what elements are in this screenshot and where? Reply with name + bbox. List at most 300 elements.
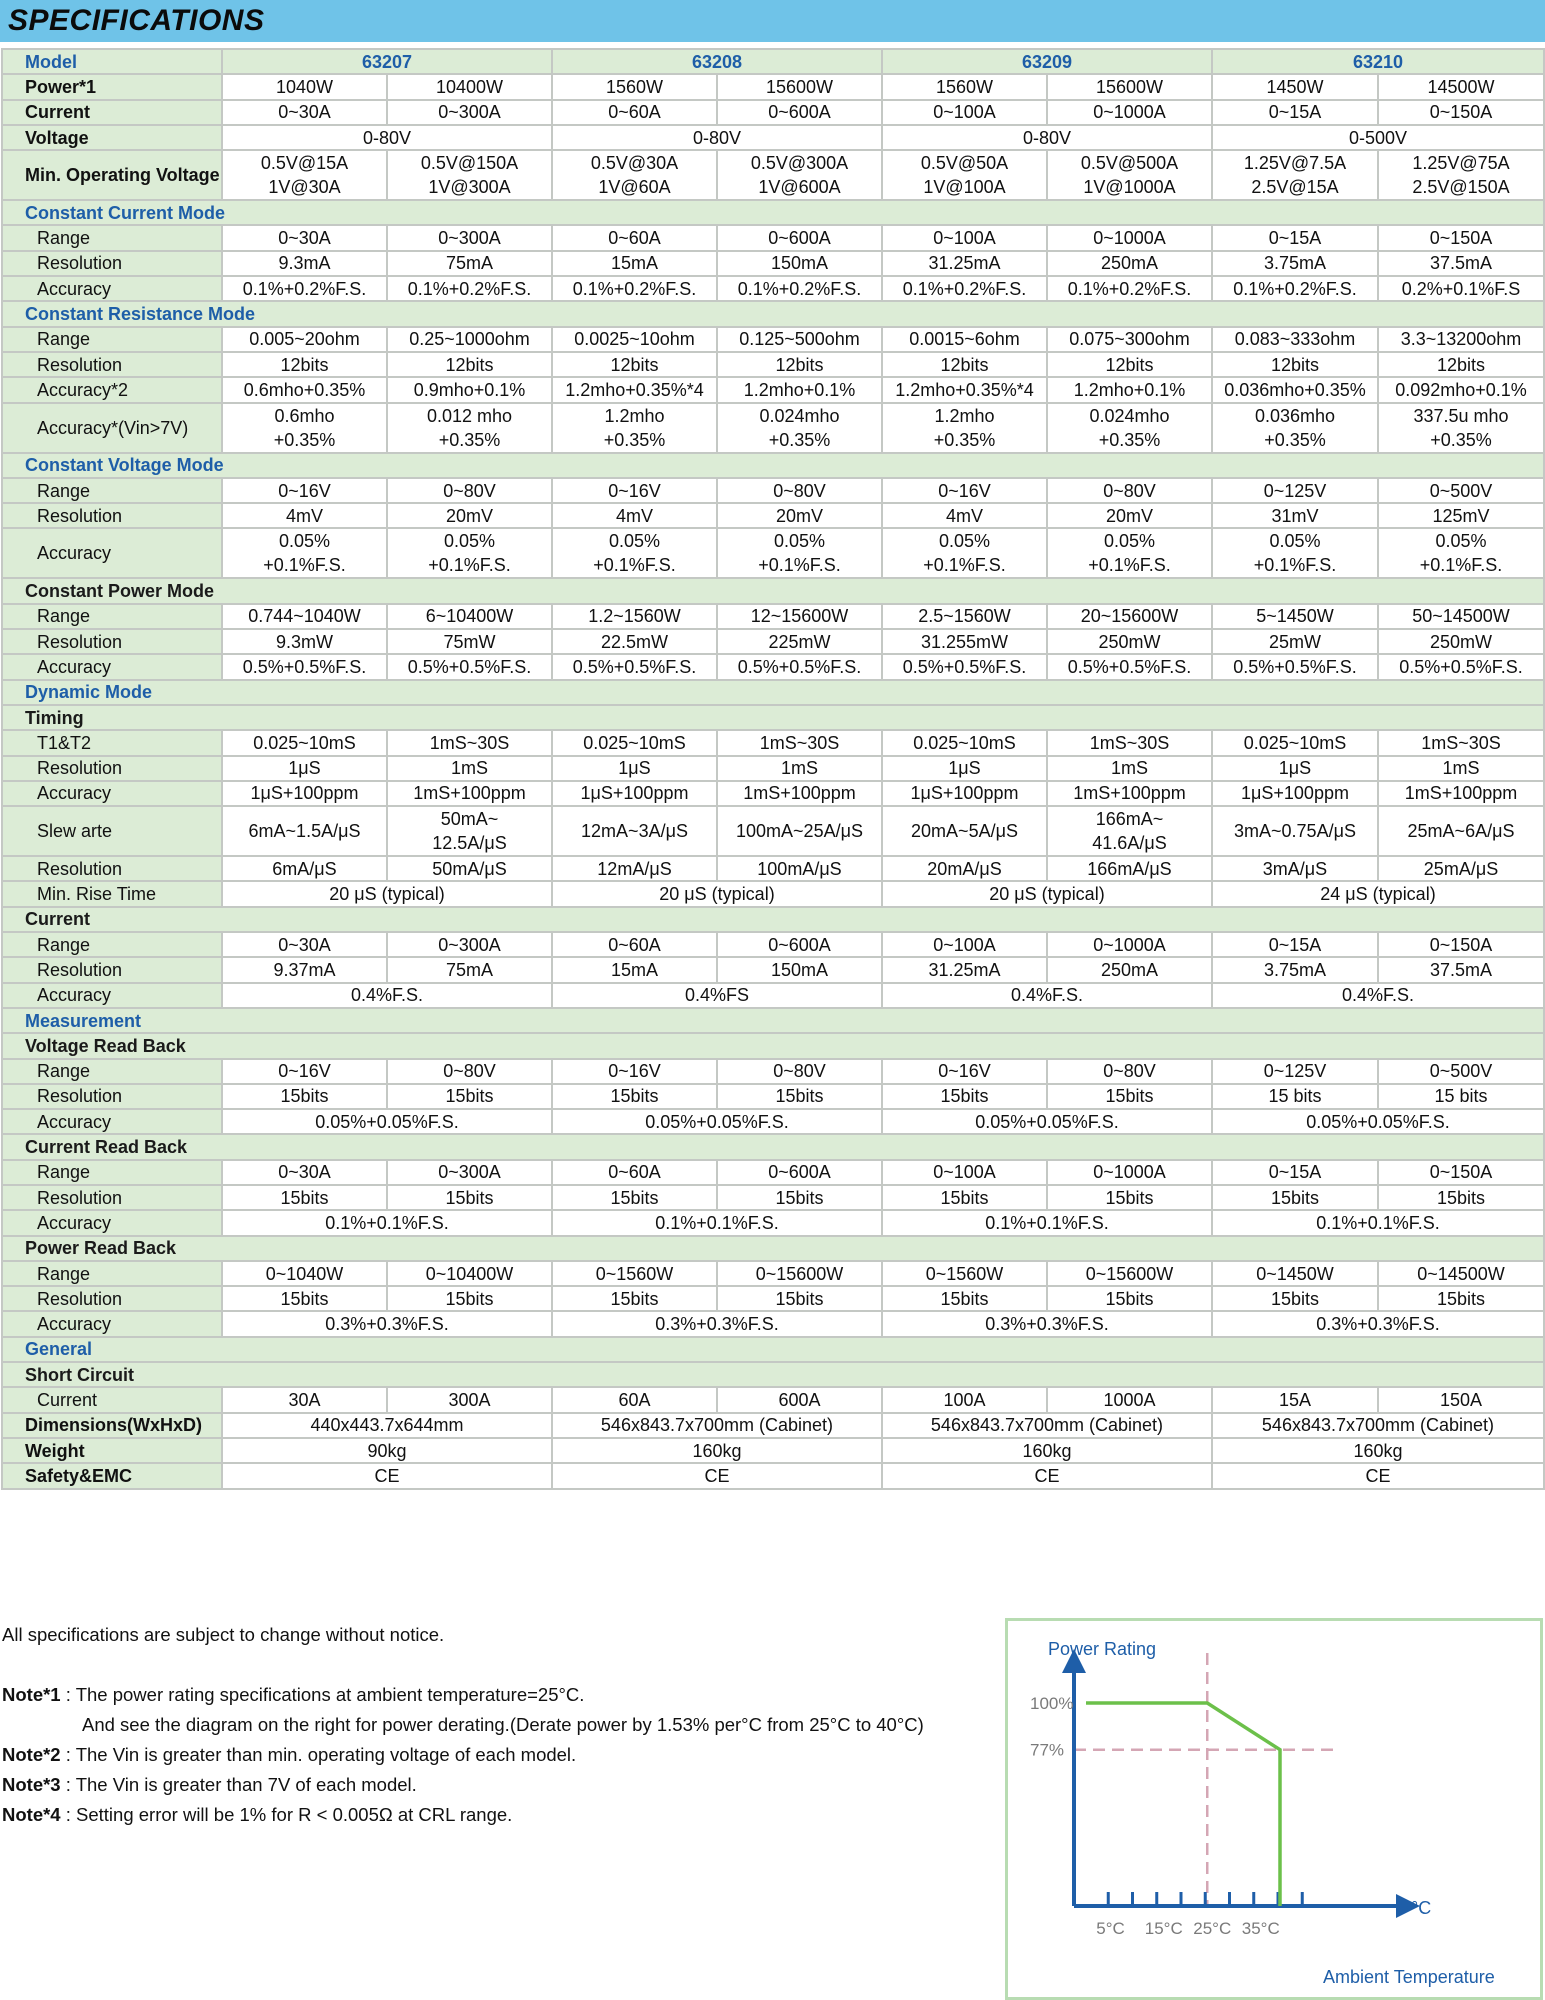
spec-cell: 0~125V <box>1212 1059 1378 1084</box>
note-key: Note*4 <box>2 1804 61 1825</box>
note-text: : The Vin is greater than 7V of each model. <box>60 1774 417 1795</box>
spec-cell: 9.37mA <box>222 957 387 982</box>
spec-cell <box>717 150 882 200</box>
spec-cell <box>1212 403 1378 453</box>
cell-line: +0.35% <box>1430 429 1492 450</box>
spec-cell: 12bits <box>552 352 717 377</box>
spec-row <box>2 983 1544 1008</box>
cell-line: 0.6mho <box>274 405 335 426</box>
spec-row <box>2 225 1544 250</box>
spec-cell: 100A <box>882 1387 1047 1412</box>
cell-line: +0.35% <box>768 429 831 450</box>
spec-cell: 0.4%FS <box>552 983 882 1008</box>
section-voltage-read-back <box>2 1033 1544 1058</box>
row-label: Range <box>2 327 222 352</box>
spec-row <box>2 100 1544 125</box>
spec-row <box>2 1286 1544 1311</box>
spec-cell: 15bits <box>552 1185 717 1210</box>
note-key: Note*2 <box>2 1744 61 1765</box>
cell-line: 1.2mho <box>604 405 665 426</box>
x-unit-label: °C <box>1411 1898 1432 1918</box>
row-label: Voltage <box>2 125 222 150</box>
x-tick-label: 35°C <box>1241 1919 1280 1938</box>
row-label: Resolution <box>2 503 222 528</box>
spec-cell: 1mS~30S <box>387 730 552 755</box>
spec-cell: 1560W <box>882 74 1047 99</box>
spec-cell: 1.2mho+0.1% <box>717 377 882 402</box>
spec-cell: 160kg <box>1212 1438 1544 1463</box>
spec-cell: 0.036mho+0.35% <box>1212 377 1378 402</box>
spec-cell <box>717 528 882 578</box>
row-label: Resolution <box>2 1286 222 1311</box>
spec-cell: 0.025~10mS <box>882 730 1047 755</box>
spec-row <box>2 957 1544 982</box>
cell-line: +0.1%F.S. <box>923 555 1006 576</box>
spec-table <box>1 48 1545 1490</box>
spec-cell: 0.092mho+0.1% <box>1378 377 1544 402</box>
cell-line: 0.012 mho <box>426 405 513 426</box>
cell-line: +0.1%F.S. <box>593 555 676 576</box>
notes-block <box>2 1620 992 1830</box>
spec-row <box>2 377 1544 402</box>
spec-cell: 0~30A <box>222 225 387 250</box>
cell-line: 0.05% <box>773 531 826 552</box>
spec-cell: 0~500V <box>1378 1059 1544 1084</box>
spec-cell: 0.25~1000ohm <box>387 327 552 352</box>
spec-cell <box>1378 150 1544 200</box>
spec-row <box>2 629 1544 654</box>
spec-cell: 0~1560W <box>552 1261 717 1286</box>
spec-cell: 20mV <box>717 503 882 528</box>
row-label: Accuracy*(Vin>7V) <box>2 403 222 453</box>
spec-cell: 300A <box>387 1387 552 1412</box>
spec-cell: CE <box>882 1463 1212 1488</box>
spec-cell: 50~14500W <box>1378 604 1544 629</box>
note-1 <box>2 1680 992 1710</box>
spec-cell: 150mA <box>717 957 882 982</box>
spec-cell: 1mS <box>717 756 882 781</box>
cell-line: +0.35% <box>933 429 996 450</box>
section-dynamic-mode <box>2 680 1544 705</box>
spec-cell: 12mA/μS <box>552 856 717 881</box>
spec-cell: 0~80V <box>387 478 552 503</box>
general-notice: All specifications are subject to change without notice. <box>2 1624 445 1645</box>
spec-cell: 0.3%+0.3%F.S. <box>882 1311 1212 1336</box>
cell-line: 1.25V@75A <box>1412 153 1510 174</box>
spec-row <box>2 856 1544 881</box>
cell-line: +0.1%F.S. <box>1253 555 1337 576</box>
cell-line: 0.024mho <box>1089 405 1170 426</box>
cell-line: 41.6A/μS <box>1092 833 1167 854</box>
row-label: T1&T2 <box>2 730 222 755</box>
spec-cell: 1.2~1560W <box>552 604 717 629</box>
derating-chart-svg <box>1008 1621 1540 1997</box>
spec-cell: 0~15A <box>1212 932 1378 957</box>
spec-cell: 75mA <box>387 957 552 982</box>
spec-cell <box>222 150 387 200</box>
section-heading: Constant Current Mode <box>2 200 1544 225</box>
spec-cell: 0.1%+0.2%F.S. <box>387 276 552 301</box>
spec-cell: 1mS~30S <box>1378 730 1544 755</box>
spec-cell: 0~60A <box>552 1160 717 1185</box>
cell-line: +0.1%F.S. <box>758 555 841 576</box>
spec-cell: 25mA/μS <box>1378 856 1544 881</box>
x-axis-label: Ambient Temperature <box>1323 1967 1495 1987</box>
spec-cell: 15bits <box>1212 1185 1378 1210</box>
spec-cell: 4mV <box>222 503 387 528</box>
spec-cell: 0.1%+0.2%F.S. <box>552 276 717 301</box>
spec-cell: 0.744~1040W <box>222 604 387 629</box>
spec-cell <box>222 528 387 578</box>
spec-cell: 20mA~5A/μS <box>882 806 1047 856</box>
spec-cell: 50mA/μS <box>387 856 552 881</box>
cell-line: 0.05% <box>1269 531 1321 552</box>
row-label: Accuracy <box>2 528 222 578</box>
spec-row <box>2 781 1544 806</box>
spec-cell <box>222 403 387 453</box>
model-header-row <box>2 49 1544 74</box>
cell-line: 1V@600A <box>758 177 841 198</box>
spec-row <box>2 1160 1544 1185</box>
spec-cell: 0~15600W <box>1047 1261 1212 1286</box>
spec-row <box>2 150 1544 200</box>
spec-cell: 150A <box>1378 1387 1544 1412</box>
spec-cell: 0~16V <box>552 1059 717 1084</box>
spec-cell: 30A <box>222 1387 387 1412</box>
spec-cell: 1μS+100ppm <box>552 781 717 806</box>
spec-cell: 0.025~10mS <box>1212 730 1378 755</box>
spec-row <box>2 1261 1544 1286</box>
derating-line <box>1086 1703 1280 1906</box>
cell-line: 0.05% <box>938 531 991 552</box>
spec-cell <box>882 403 1047 453</box>
cell-line: +0.35% <box>603 429 666 450</box>
spec-cell: 1μS <box>552 756 717 781</box>
spec-cell <box>1047 403 1212 453</box>
spec-cell: 0~80V <box>1047 478 1212 503</box>
spec-cell: 100mA~25A/μS <box>717 806 882 856</box>
cell-line: 0.5V@300A <box>750 153 849 174</box>
note-text: : The Vin is greater than min. operating voltage of each model. <box>60 1744 577 1765</box>
spec-cell: 90kg <box>222 1438 552 1463</box>
spec-cell: 0.2%+0.1%F.S <box>1378 276 1544 301</box>
spec-row <box>2 403 1544 453</box>
spec-cell: 37.5mA <box>1378 251 1544 276</box>
spec-cell <box>1047 528 1212 578</box>
section-heading: Measurement <box>2 1008 1544 1033</box>
spec-cell: 15bits <box>1378 1185 1544 1210</box>
spec-cell: 0.3%+0.3%F.S. <box>222 1311 552 1336</box>
spec-cell: 3mA/μS <box>1212 856 1378 881</box>
row-label: Accuracy <box>2 1109 222 1134</box>
spec-cell: 15bits <box>1047 1286 1212 1311</box>
spec-cell: 0~100A <box>882 932 1047 957</box>
section-heading: Timing <box>2 705 1544 730</box>
spec-cell: 15bits <box>882 1286 1047 1311</box>
spec-cell <box>1212 150 1378 200</box>
spec-cell: 0~1450W <box>1212 1261 1378 1286</box>
spec-cell: 20mV <box>1047 503 1212 528</box>
spec-cell: 150mA <box>717 251 882 276</box>
spec-cell: 75mW <box>387 629 552 654</box>
spec-cell: 100mA/μS <box>717 856 882 881</box>
cell-line: +0.35% <box>1098 429 1161 450</box>
spec-cell: 0~14500W <box>1378 1261 1544 1286</box>
spec-cell: 0~80V <box>717 478 882 503</box>
row-label: Accuracy <box>2 1210 222 1235</box>
spec-cell: 15bits <box>387 1185 552 1210</box>
spec-cell: 0.125~500ohm <box>717 327 882 352</box>
section-general <box>2 1337 1544 1362</box>
spec-row <box>2 352 1544 377</box>
spec-cell: 0~150A <box>1378 225 1544 250</box>
spec-cell: 0.1%+0.2%F.S. <box>882 276 1047 301</box>
spec-cell: 0-80V <box>882 125 1212 150</box>
spec-row <box>2 1311 1544 1336</box>
spec-row <box>2 251 1544 276</box>
row-label: Current <box>2 100 222 125</box>
spec-cell: 0.1%+0.2%F.S. <box>222 276 387 301</box>
spec-row <box>2 1463 1544 1488</box>
spec-cell: 31mV <box>1212 503 1378 528</box>
spec-cell <box>387 150 552 200</box>
cell-line: 0.5V@150A <box>420 153 519 174</box>
spec-cell: 250mA <box>1047 957 1212 982</box>
spec-cell: 12~15600W <box>717 604 882 629</box>
spec-cell: 0.5%+0.5%F.S. <box>717 654 882 679</box>
spec-cell: 0.1%+0.2%F.S. <box>717 276 882 301</box>
spec-cell: 0.4%F.S. <box>222 983 552 1008</box>
spec-row <box>2 881 1544 906</box>
spec-cell: 600A <box>717 1387 882 1412</box>
spec-cell: 0~1560W <box>882 1261 1047 1286</box>
spec-cell: 12bits <box>717 352 882 377</box>
spec-cell: 15600W <box>717 74 882 99</box>
spec-cell <box>387 403 552 453</box>
spec-cell: 0.5%+0.5%F.S. <box>1378 654 1544 679</box>
spec-cell: 0.5%+0.5%F.S. <box>222 654 387 679</box>
spec-cell: 0~16V <box>552 478 717 503</box>
cell-line: 0.05% <box>443 531 496 552</box>
y-tick-label: 77% <box>1030 1740 1065 1760</box>
cell-line: +0.35% <box>273 429 336 450</box>
cell-line: 1V@1000A <box>1083 177 1176 198</box>
note-1-continued: And see the diagram on the right for power derating.(Derate power by 1.53% per°C from 25°C to 40°C) <box>82 1714 924 1735</box>
spec-cell: 0~30A <box>222 100 387 125</box>
spec-cell: 1560W <box>552 74 717 99</box>
spec-cell: 12bits <box>1378 352 1544 377</box>
spec-cell: 0.1%+0.2%F.S. <box>1047 276 1212 301</box>
model-63209: 63209 <box>882 49 1212 74</box>
spec-cell: 1mS <box>1047 756 1212 781</box>
y-tick-label: 100% <box>1030 1694 1074 1713</box>
section-measurement <box>2 1008 1544 1033</box>
spec-cell: 9.3mW <box>222 629 387 654</box>
cell-line: 2.5V@15A <box>1251 177 1339 198</box>
spec-cell: 0.4%F.S. <box>882 983 1212 1008</box>
spec-cell: 0.6mho+0.35% <box>222 377 387 402</box>
spec-cell: 15bits <box>882 1185 1047 1210</box>
spec-cell: 0~150A <box>1378 1160 1544 1185</box>
spec-cell: 0.0015~6ohm <box>882 327 1047 352</box>
note-4 <box>2 1800 992 1830</box>
spec-cell: 0~30A <box>222 1160 387 1185</box>
spec-cell: 0~80V <box>387 1059 552 1084</box>
section-constant-current-mode <box>2 200 1544 225</box>
spec-row <box>2 756 1544 781</box>
section-heading: Voltage Read Back <box>2 1033 1544 1058</box>
spec-cell: 12bits <box>1212 352 1378 377</box>
spec-cell: 0~1040W <box>222 1261 387 1286</box>
spec-cell: 0.005~20ohm <box>222 327 387 352</box>
spec-cell: 75mA <box>387 251 552 276</box>
spec-cell: 15bits <box>882 1084 1047 1109</box>
cell-line: 337.5u mho <box>1413 405 1509 426</box>
cell-line: 0.05% <box>1103 531 1156 552</box>
cell-line: +0.1%F.S. <box>1088 555 1171 576</box>
spec-row <box>2 932 1544 957</box>
row-label: Accuracy <box>2 983 222 1008</box>
spec-cell: 4mV <box>552 503 717 528</box>
spec-cell: 0-80V <box>552 125 882 150</box>
cell-line: 1.25V@7.5A <box>1243 153 1347 174</box>
section-heading: Current Read Back <box>2 1134 1544 1159</box>
spec-row <box>2 806 1544 856</box>
spec-cell: CE <box>552 1463 882 1488</box>
cell-line: 1V@300A <box>428 177 511 198</box>
spec-cell: 25mW <box>1212 629 1378 654</box>
spec-row <box>2 1059 1544 1084</box>
cell-line: 166mA~ <box>1095 809 1164 830</box>
spec-cell: 0~60A <box>552 225 717 250</box>
section-heading: Current <box>2 907 1544 932</box>
cell-line: 50mA~ <box>440 809 499 830</box>
spec-cell: 0~100A <box>882 225 1047 250</box>
spec-row <box>2 1084 1544 1109</box>
cell-line: 1V@30A <box>268 177 341 198</box>
spec-row <box>2 327 1544 352</box>
spec-cell: CE <box>222 1463 552 1488</box>
row-label: Resolution <box>2 957 222 982</box>
cell-line: 0.05% <box>608 531 661 552</box>
row-label: Range <box>2 932 222 957</box>
spec-cell: 0-500V <box>1212 125 1544 150</box>
spec-cell: 0~300A <box>387 1160 552 1185</box>
spec-cell: 15bits <box>552 1084 717 1109</box>
spec-cell: 2.5~1560W <box>882 604 1047 629</box>
spec-cell: 0.05%+0.05%F.S. <box>882 1109 1212 1134</box>
cell-line: 2.5V@150A <box>1412 177 1510 198</box>
spec-cell: 0.083~333ohm <box>1212 327 1378 352</box>
spec-row <box>2 654 1544 679</box>
spec-cell: 0.025~10mS <box>222 730 387 755</box>
row-label: Resolution <box>2 1185 222 1210</box>
spec-cell: 0.1%+0.1%F.S. <box>1212 1210 1544 1235</box>
spec-cell <box>717 403 882 453</box>
spec-cell: 15 bits <box>1212 1084 1378 1109</box>
spec-cell: 0~10400W <box>387 1261 552 1286</box>
row-label: Range <box>2 1261 222 1286</box>
row-label: Resolution <box>2 1084 222 1109</box>
spec-cell: 0~15A <box>1212 1160 1378 1185</box>
cell-line: +0.35% <box>1264 429 1326 450</box>
spec-cell: 0.025~10mS <box>552 730 717 755</box>
spec-cell: 15mA <box>552 957 717 982</box>
note-3 <box>2 1770 992 1800</box>
section-heading: General <box>2 1337 1544 1362</box>
spec-row <box>2 1387 1544 1412</box>
spec-cell: 15bits <box>1047 1084 1212 1109</box>
spec-cell: 0~60A <box>552 100 717 125</box>
spec-cell: 0.1%+0.1%F.S. <box>552 1210 882 1235</box>
row-label: Power*1 <box>2 74 222 99</box>
spec-cell: 160kg <box>552 1438 882 1463</box>
spec-cell: 1mS+100ppm <box>1378 781 1544 806</box>
row-label: Accuracy <box>2 654 222 679</box>
spec-cell: 12bits <box>1047 352 1212 377</box>
spec-cell: 20mA/μS <box>882 856 1047 881</box>
spec-row <box>2 1109 1544 1134</box>
spec-cell: 1μS <box>882 756 1047 781</box>
spec-cell: 0.5%+0.5%F.S. <box>882 654 1047 679</box>
spec-cell: 546x843.7x700mm (Cabinet) <box>882 1413 1212 1438</box>
spec-cell: 9.3mA <box>222 251 387 276</box>
spec-cell: 0~16V <box>882 1059 1047 1084</box>
row-label: Range <box>2 225 222 250</box>
spec-cell: 546x843.7x700mm (Cabinet) <box>1212 1413 1544 1438</box>
spec-cell <box>1378 528 1544 578</box>
spec-row <box>2 604 1544 629</box>
spec-cell: 546x843.7x700mm (Cabinet) <box>552 1413 882 1438</box>
spec-cell: 24 μS (typical) <box>1212 881 1544 906</box>
row-label: Resolution <box>2 856 222 881</box>
spec-cell: 6mA/μS <box>222 856 387 881</box>
spec-cell: 15bits <box>222 1286 387 1311</box>
title-banner <box>0 0 1545 42</box>
spec-cell: 6mA~1.5A/μS <box>222 806 387 856</box>
note-text: : Setting error will be 1% for R < 0.005Ω at CRL range. <box>60 1804 513 1825</box>
spec-cell: 0~16V <box>222 478 387 503</box>
spec-cell: 15bits <box>717 1084 882 1109</box>
spec-cell <box>1047 150 1212 200</box>
spec-cell: 3.75mA <box>1212 957 1378 982</box>
cell-line: 1V@60A <box>598 177 671 198</box>
spec-cell: 12bits <box>387 352 552 377</box>
spec-cell: 0.5%+0.5%F.S. <box>552 654 717 679</box>
spec-cell: 31.25mA <box>882 251 1047 276</box>
spec-cell: 15bits <box>222 1185 387 1210</box>
row-label: Min. Operating Voltage <box>2 150 222 200</box>
spec-cell: 12mA~3A/μS <box>552 806 717 856</box>
spec-cell: 0~600A <box>717 225 882 250</box>
spec-cell: 15bits <box>552 1286 717 1311</box>
section-constant-power-mode <box>2 578 1544 603</box>
spec-cell: 0~100A <box>882 1160 1047 1185</box>
spec-cell: 1040W <box>222 74 387 99</box>
spec-cell: 0~150A <box>1378 100 1544 125</box>
spec-cell: 1μS <box>1212 756 1378 781</box>
section-heading: Power Read Back <box>2 1236 1544 1261</box>
spec-row <box>2 1210 1544 1235</box>
x-tick-label: 15°C <box>1144 1919 1183 1938</box>
model-63207: 63207 <box>222 49 552 74</box>
spec-cell: 0.05%+0.05%F.S. <box>222 1109 552 1134</box>
note-key: Note*1 <box>2 1684 61 1705</box>
spec-cell: 14500W <box>1378 74 1544 99</box>
spec-cell: 0.5%+0.5%F.S. <box>1047 654 1212 679</box>
cell-line: 0.5V@30A <box>590 153 679 174</box>
cell-line: 0.05% <box>278 531 331 552</box>
